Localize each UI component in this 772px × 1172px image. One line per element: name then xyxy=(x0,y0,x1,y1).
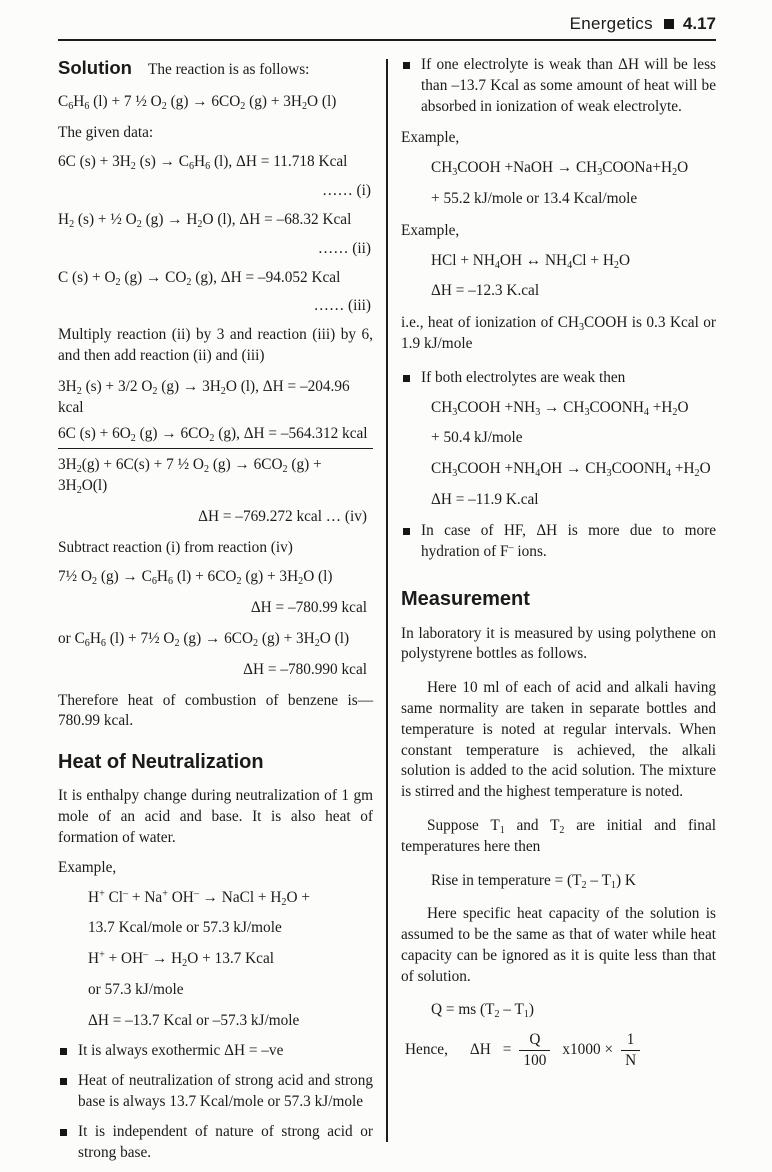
page-header xyxy=(58,14,716,39)
addition-line-3: $3H_2(g) + 6C(s) + 7$ ½ $O_2$ $(g) \to 6CO_2$ $(g) + 3H_2O(l)$ xyxy=(58,456,322,496)
bullet-square-icon xyxy=(403,528,410,535)
formula-equals: = xyxy=(502,1040,512,1058)
formula-delta-h: ΔH xyxy=(469,1040,491,1058)
page-number: 4.17 xyxy=(682,14,716,33)
solution-intro-text: The reaction is as follows: xyxy=(147,61,310,78)
given-reaction-3-ref: …… (iii) xyxy=(313,297,371,315)
formula-middle: x1000 × xyxy=(562,1040,614,1058)
subtraction-result-2: ΔH = –780.990 kcal xyxy=(243,660,367,678)
solution-intro-line xyxy=(58,55,373,81)
bullet-square-icon xyxy=(403,375,410,382)
both-weak-equation-3: $CH_3COOH +NH_4OH$ → $CH_3COONH_4 +H_2O$ xyxy=(431,460,711,479)
neutralization-example-label: Example, xyxy=(58,858,117,876)
both-weak-equation-1: $CH_3COOH +NH_3$ → $CH_3COONH_4 +H_2O$ xyxy=(431,398,689,418)
header-square-icon xyxy=(664,19,674,29)
formula-fraction-1-over-n xyxy=(621,1031,640,1069)
heat-of-neutralization-heading: Heat of Neutralization xyxy=(58,751,264,774)
bullet-text: It is always exothermic ΔH = –ve xyxy=(78,1042,284,1060)
formula-fraction-q-over-100 xyxy=(519,1031,550,1069)
header-rule xyxy=(58,39,716,41)
example-2-equation-2: ΔH = –12.3 K.cal xyxy=(431,282,540,300)
column-divider xyxy=(386,59,388,1142)
subtraction-line-2: or $C_6H_6$ (l) + 7½ $O_2$ $(g) \to 6CO_2$ $(g) + 3H_2O$ (l) xyxy=(58,629,350,649)
hf-bullet xyxy=(401,521,716,563)
neutralization-bullet-1 xyxy=(58,1041,373,1062)
bullet-square-icon xyxy=(403,62,410,69)
formula-prefix: Hence, xyxy=(405,1040,448,1058)
two-column-body xyxy=(58,55,716,1172)
addition-line-2: 6C $(s) + 6O_2$ $(g) \to 6CO_2$ (g), ΔH = –564.312 kcal xyxy=(58,424,373,449)
fraction-denominator: N xyxy=(621,1050,640,1070)
bullet-square-icon xyxy=(60,1048,67,1055)
both-weak-equation-2: + 50.4 kJ/mole xyxy=(431,429,523,447)
example-2-equation-1: HCl + $NH_4OH$ ↔ $NH_4Cl + H_2O$ xyxy=(431,251,630,271)
ionization-note: i.e., heat of ionization of $CH_3COOH$ is 0.3 Kcal or 1.9 kJ/mole xyxy=(401,314,716,352)
measurement-para-4: Here specific heat capacity of the solution is assumed to be the same as that of water while heat capacity can be ignored as it is quite less than that of solution. xyxy=(401,905,716,985)
given-reaction-3-equation: C $(s) + O_2$ $(g) \to CO_2$ (g), ΔH = –94.052 Kcal xyxy=(58,268,341,288)
example-1-label: Example, xyxy=(401,129,460,147)
neutralization-bullet-3 xyxy=(58,1122,373,1164)
q-equation: Q = ms $(T_2 - T_1)$ xyxy=(431,1001,535,1021)
neutralization-equation-4: or 57.3 kJ/mole xyxy=(88,980,184,998)
bullet-text: In case of HF, ΔH is more due to more hydration of F– ions. xyxy=(421,521,716,560)
fraction-denominator: 100 xyxy=(519,1050,550,1070)
measurement-para-2: Here 10 ml of each of acid and alkali having same normality are taken in separate bottles and temperature is noted at regular intervals. When constant temperature is achieved, the alkali solution is added to the acid solution. The mixture is stirred and the highest temperature is noted. xyxy=(401,679,716,801)
neutralization-bullet-2 xyxy=(58,1071,373,1113)
neutralization-intro: It is enthalpy change during neutralization of 1 gm mole of an acid and base. It is also heat of formation of water. xyxy=(58,787,373,846)
left-column xyxy=(58,55,373,1172)
both-weak-bullet xyxy=(401,368,716,389)
fraction-numerator: 1 xyxy=(626,1031,635,1049)
subtraction-result-1: ΔH = –780.99 kcal xyxy=(250,599,367,617)
addition-line-1: $3H_2$ (s) + 3/2 $O_2$ $(g) \to 3H_2O$ (l), ΔH = –204.96 kcal xyxy=(58,377,350,416)
bullet-text: If both electrolytes are weak then xyxy=(421,368,626,386)
bullet-text: Heat of neutralization of strong acid and strong base is always 13.7 Kcal/mole or 57.3 kJ/mole xyxy=(78,1072,373,1111)
neutralization-equation-2: 13.7 Kcal/mole or 57.3 kJ/mole xyxy=(88,919,282,937)
given-reaction-2-equation: $H_2$ (s) + ½ $O_2$ $(g) \to H_2O$ (l), ΔH = –68.32 Kcal xyxy=(58,210,352,230)
multiply-note: Multiply reaction (ii) by 3 and reaction (iii) by 6, and then add reaction (ii) and (iii) xyxy=(58,326,373,364)
neutralization-equation-3: $H^+ + OH^- \to H_2O + 13.7$ Kcal xyxy=(88,949,275,969)
addition-result: ΔH = –769.272 kcal … (iv) xyxy=(198,507,367,525)
given-reaction-1-ref: …… (i) xyxy=(322,182,371,200)
conclusion-paragraph: Therefore heat of combustion of benzene is— 780.99 kcal. xyxy=(58,691,373,730)
overall-reaction-equation: $C_6H_6$ (l) + 7 ½ $O_2$ $(g) \to 6CO_2$ $(g) + 3H_2O$ (l) xyxy=(58,92,337,112)
right-column xyxy=(401,55,716,1172)
measurement-heading: Measurement xyxy=(401,588,530,611)
given-reaction-1-equation: 6C $(s) + 3H_2$ $(s) \to C_6H_6$ (l), ΔH = 11.718 Kcal xyxy=(58,153,348,173)
bullet-text: It is independent of nature of strong acid or strong base. xyxy=(78,1122,373,1161)
fraction-numerator: Q xyxy=(529,1031,541,1049)
measurement-para-3: Suppose $T_1$ and $T_2$ are initial and final temperatures here then xyxy=(401,816,716,855)
example-1-equation-2: + 55.2 kJ/mole or 13.4 Kcal/mole xyxy=(431,189,638,207)
bullet-square-icon xyxy=(60,1078,67,1085)
bullet-square-icon xyxy=(60,1129,67,1136)
both-weak-equation-4: ΔH = –11.9 K.cal xyxy=(431,490,539,508)
given-data-label: The given data: xyxy=(58,123,154,141)
bullet-text: If one electrolyte is weak than ΔH will be less than –13.7 Kcal as some amount of heat will be absorbed in ionization of weak electrolyte. xyxy=(421,56,716,115)
subtract-note: Subtract reaction (i) from reaction (iv) xyxy=(58,538,293,556)
neutralization-equation-5: ΔH = –13.7 Kcal or –57.3 kJ/mole xyxy=(88,1011,300,1029)
weak-electrolyte-bullet xyxy=(401,55,716,117)
example-2-label: Example, xyxy=(401,221,460,239)
rise-in-temperature-equation: Rise in temperature = $(T_2 - T_1)$ K xyxy=(431,871,636,891)
example-1-equation-1: $CH_3COOH$ +NaOH → $CH_3COONa+H_2O$ xyxy=(431,159,689,178)
given-reaction-2-ref: …… (ii) xyxy=(317,239,371,257)
final-enthalpy-formula xyxy=(405,1031,716,1069)
subtraction-line-1: 7½ $O_2$ $(g) \to C_6H_6$ $(l) + 6CO_2$ $(g) + 3H_2O$ (l) xyxy=(58,568,333,588)
chapter-title: Energetics xyxy=(569,14,653,33)
measurement-para-1: In laboratory it is measured by using polythene on polystyrene bottles as follows. xyxy=(401,624,716,663)
solution-heading: Solution xyxy=(58,57,132,78)
neutralization-equation-1: H+ Cl– + Na+ OH– → NaCl + $H_2O$ + xyxy=(88,887,310,908)
